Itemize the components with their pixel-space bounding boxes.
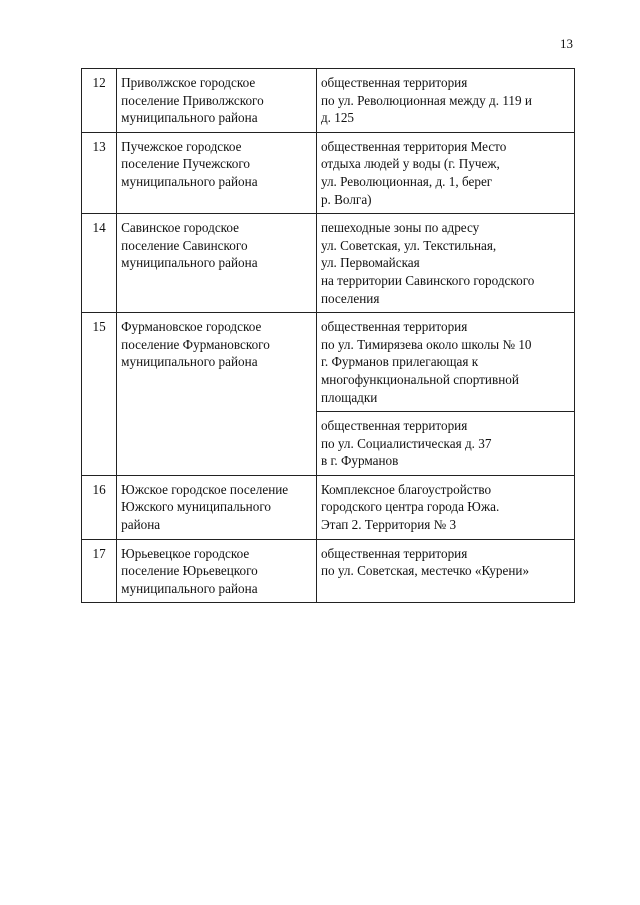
- territory-line: общественная территория: [320, 418, 468, 434]
- table-row: [82, 313, 575, 412]
- settlement-line: Фурмановское городское: [121, 319, 262, 335]
- territory-line: общественная территория: [320, 75, 468, 90]
- page-number: 13: [560, 36, 573, 51]
- territory-line: на территории Савинского городского: [320, 272, 535, 288]
- territory-line: поселения: [320, 290, 380, 306]
- row-number: 16: [82, 475, 117, 539]
- territory-cell: [316, 313, 574, 412]
- settlement-line: муниципального района: [121, 173, 258, 189]
- territory-line: пешеходные зоны по адресу: [320, 220, 480, 236]
- settlement-cell: [117, 313, 317, 476]
- row-number: 12: [82, 69, 117, 133]
- territory-cell: [316, 214, 574, 313]
- settlement-line: Южского муниципального: [121, 499, 271, 515]
- settlement-line: Приволжское городское: [121, 75, 256, 90]
- settlement-line: поселение Фурмановского: [121, 336, 270, 352]
- territory-line: Комплексное благоустройство: [320, 481, 492, 497]
- territory-line: по ул. Советская, местечко «Курени»: [320, 563, 530, 579]
- settlement-cell: [117, 214, 317, 313]
- territory-line: по ул. Тимирязева около школы № 10: [320, 336, 532, 352]
- territory-line: многофункциональной спортивной: [320, 371, 519, 387]
- settlement-line: поселение Юрьевецкого: [121, 563, 258, 579]
- territory-line: площадки: [320, 389, 378, 405]
- territory-cell: [316, 412, 574, 476]
- table-body: [82, 69, 575, 603]
- row-number: 14: [82, 214, 117, 313]
- territory-line: общественная территория: [320, 319, 468, 335]
- table-row: [82, 539, 575, 603]
- territory-line: р. Волга): [320, 191, 372, 207]
- settlement-cell: [117, 539, 317, 603]
- settlement-line: поселение Пучежского: [121, 156, 251, 172]
- settlement-line: района: [121, 517, 161, 533]
- row-number: 17: [82, 539, 117, 603]
- settlement-line: муниципального района: [121, 255, 258, 271]
- table-row: [82, 214, 575, 313]
- territory-cell: [316, 69, 574, 133]
- territory-line: по ул. Революционная между д. 119 и: [320, 92, 532, 108]
- territory-line: ул. Советская, ул. Текстильная,: [320, 237, 497, 253]
- territory-line: г. Фурманов прилегающая к: [320, 354, 479, 370]
- territory-table: [81, 68, 575, 603]
- settlement-line: муниципального района: [121, 110, 258, 126]
- settlement-line: Савинское городское: [121, 220, 240, 236]
- settlement-line: Пучежское городское: [121, 138, 242, 154]
- table-row: [82, 69, 575, 133]
- settlement-line: Южское городское поселение: [121, 481, 289, 497]
- row-number: 13: [82, 132, 117, 213]
- territory-line: Этап 2. Территория № 3: [320, 517, 457, 533]
- settlement-line: поселение Савинского: [121, 237, 248, 253]
- territory-cell: [316, 539, 574, 603]
- settlement-line: Юрьевецкое городское: [121, 545, 250, 561]
- settlement-cell: [117, 475, 317, 539]
- settlement-line: поселение Приволжского: [121, 92, 264, 108]
- settlement-line: муниципального района: [121, 354, 258, 370]
- territory-cell: [316, 475, 574, 539]
- territory-line: по ул. Социалистическая д. 37: [320, 435, 492, 451]
- territory-line: общественная территория: [320, 545, 468, 561]
- settlement-line: муниципального района: [121, 580, 258, 596]
- territory-line: ул. Революционная, д. 1, берег: [320, 173, 493, 189]
- territory-line: в г. Фурманов: [320, 453, 399, 469]
- territory-line: городского центра города Южа.: [320, 499, 500, 515]
- territory-cell: [316, 132, 574, 213]
- settlement-cell: [117, 69, 317, 133]
- row-number: 15: [82, 313, 117, 476]
- territory-line: отдыха людей у воды (г. Пучеж,: [320, 156, 500, 172]
- table-row: [82, 132, 575, 213]
- territory-line: ул. Первомайская: [320, 255, 420, 271]
- territory-line: общественная территория Место: [320, 138, 507, 154]
- settlement-cell: [117, 132, 317, 213]
- table-row: [82, 475, 575, 539]
- territory-line: д. 125: [320, 110, 355, 126]
